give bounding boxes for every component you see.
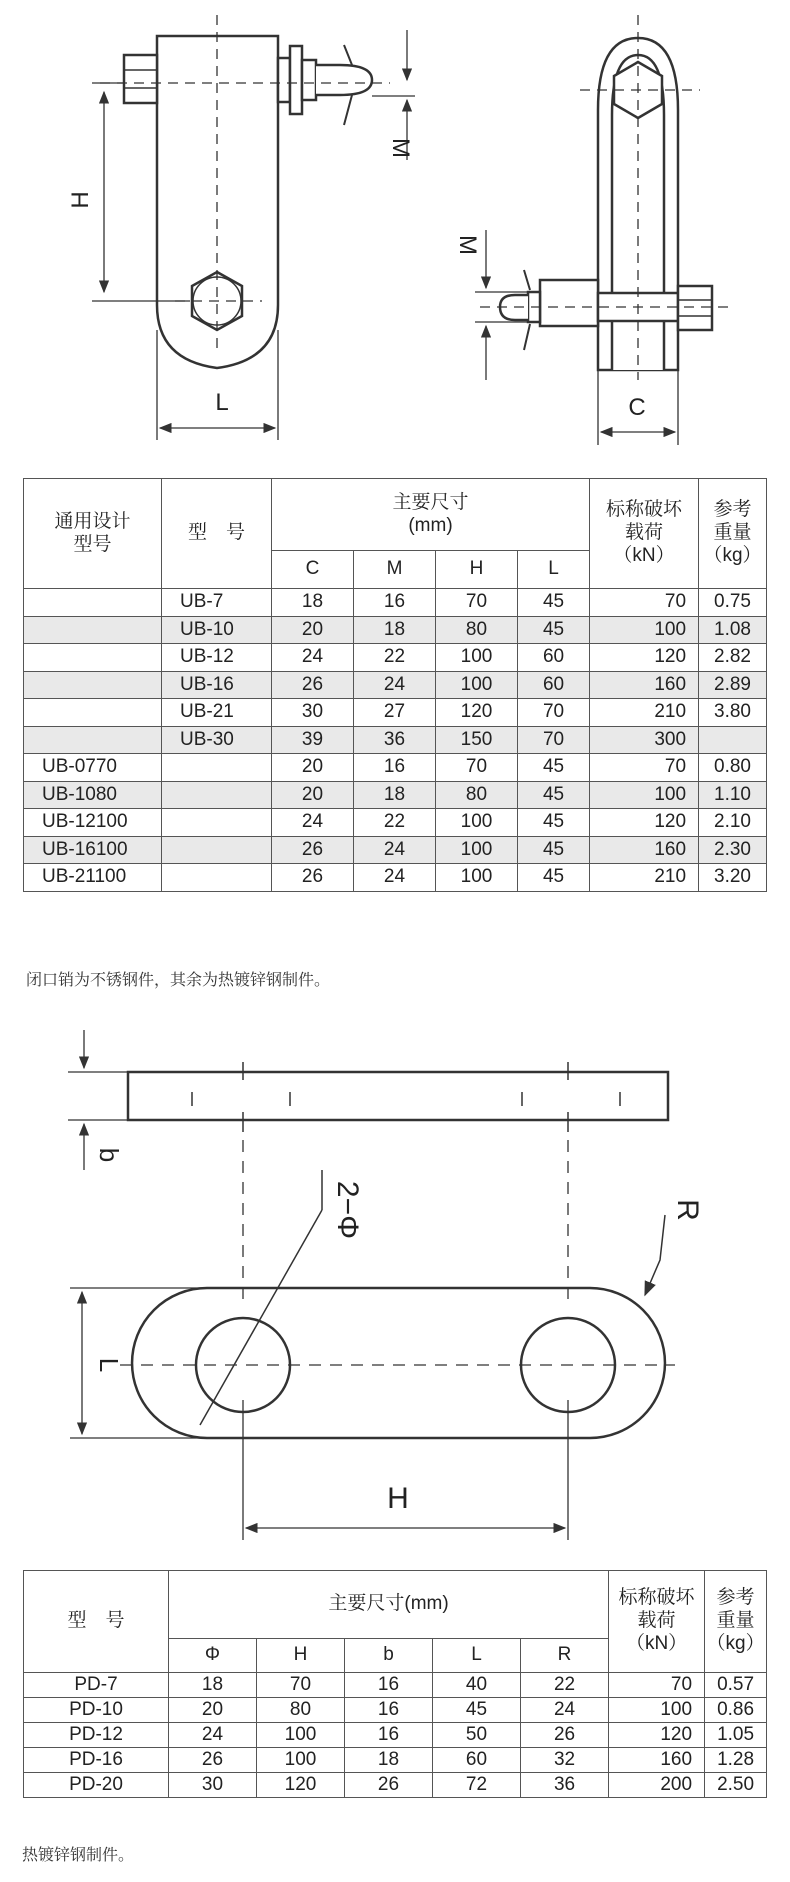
table-cell-c: 24 xyxy=(272,644,354,672)
table-cell-load: 70 xyxy=(590,754,699,782)
header-dim-M: M xyxy=(354,551,436,589)
table-cell-l: 45 xyxy=(518,754,590,782)
table-cell-r: 26 xyxy=(521,1723,609,1748)
table-row xyxy=(24,1698,767,1723)
table-cell-h: 100 xyxy=(436,671,518,699)
table-cell-m: 27 xyxy=(354,699,436,727)
ub-front-pin xyxy=(316,65,372,95)
table-row xyxy=(24,644,767,672)
ub-side-dim-C: C xyxy=(628,394,646,421)
table-cell-b: 26 xyxy=(345,1773,433,1798)
header-model: 型 号 xyxy=(24,1571,169,1673)
ub-front-nut xyxy=(290,46,302,114)
header-dim-phi: Φ xyxy=(169,1639,257,1673)
table-cell-general: UB-1080 xyxy=(24,781,162,809)
pd-top-plate xyxy=(128,1072,668,1120)
table-cell-h: 100 xyxy=(257,1748,345,1773)
table-row xyxy=(24,1673,767,1698)
table-cell-weight: 0.75 xyxy=(699,589,767,617)
table-cell-general xyxy=(24,671,162,699)
table-cell-weight: 1.28 xyxy=(705,1748,767,1773)
table-row xyxy=(24,1723,767,1748)
table-cell-weight: 0.86 xyxy=(705,1698,767,1723)
table-cell-b: 18 xyxy=(345,1748,433,1773)
table-cell-h: 80 xyxy=(436,616,518,644)
table-cell-model: UB-12 xyxy=(162,644,272,672)
table-cell-model: UB-16 xyxy=(162,671,272,699)
table-cell-load: 300 xyxy=(590,726,699,754)
pd-spec-table xyxy=(23,1570,767,1798)
table-cell-weight: 2.82 xyxy=(699,644,767,672)
header-general-model: 通用设计 型号 xyxy=(24,479,162,589)
table-cell-load: 120 xyxy=(609,1723,705,1748)
ub-front-dim-L: L xyxy=(215,389,229,416)
table-cell-l: 45 xyxy=(518,616,590,644)
table-row xyxy=(24,589,767,617)
table-cell-weight: 1.08 xyxy=(699,616,767,644)
header-weight: 参考 重量 （kg） xyxy=(699,479,767,589)
table-cell-phi: 26 xyxy=(169,1748,257,1773)
header-dim-R: R xyxy=(521,1639,609,1673)
table-cell-general: UB-21100 xyxy=(24,864,162,892)
table-cell-h: 70 xyxy=(257,1673,345,1698)
table-cell-model: PD-20 xyxy=(24,1773,169,1798)
table-cell-weight: 0.57 xyxy=(705,1673,767,1698)
table-cell-weight: 3.20 xyxy=(699,864,767,892)
table-cell-h: 70 xyxy=(436,589,518,617)
table-cell-m: 16 xyxy=(354,754,436,782)
table-cell-h: 100 xyxy=(436,809,518,837)
header-main-dims: 主要尺寸 (mm) xyxy=(272,479,590,551)
table-cell-l: 70 xyxy=(518,726,590,754)
table-cell-l: 40 xyxy=(433,1673,521,1698)
table-cell-h: 120 xyxy=(436,699,518,727)
table-cell-weight: 2.50 xyxy=(705,1773,767,1798)
table-cell-c: 26 xyxy=(272,864,354,892)
table-cell-l: 45 xyxy=(433,1698,521,1723)
table-cell-model: PD-7 xyxy=(24,1673,169,1698)
ub-side-dim-M: M xyxy=(454,235,481,255)
table-cell-phi: 20 xyxy=(169,1698,257,1723)
pd-table-note: 热镀锌钢制件。 xyxy=(22,1847,135,1864)
pd-top-dim-b: b xyxy=(94,1147,124,1163)
table-cell-load: 70 xyxy=(609,1673,705,1698)
ub-side-dim-M-top: M xyxy=(387,138,414,158)
table-row xyxy=(24,809,767,837)
table-cell-l: 70 xyxy=(518,699,590,727)
header-model: 型 号 xyxy=(162,479,272,589)
table-cell-l: 45 xyxy=(518,589,590,617)
table-cell-model xyxy=(162,781,272,809)
table-cell-b: 16 xyxy=(345,1723,433,1748)
table-cell-r: 36 xyxy=(521,1773,609,1798)
table-cell-m: 16 xyxy=(354,589,436,617)
table-cell-r: 24 xyxy=(521,1698,609,1723)
table-cell-general xyxy=(24,589,162,617)
table-cell-h: 100 xyxy=(436,864,518,892)
table-cell-l: 60 xyxy=(518,671,590,699)
table-cell-load: 70 xyxy=(590,589,699,617)
pd-plan-dim-H: H xyxy=(387,1482,409,1515)
header-dim-H: H xyxy=(436,551,518,589)
table-cell-phi: 30 xyxy=(169,1773,257,1798)
ub-drawings xyxy=(0,0,790,460)
table-cell-weight: 3.80 xyxy=(699,699,767,727)
ub-side-bolt-head xyxy=(678,286,712,330)
table-cell-load: 120 xyxy=(590,809,699,837)
table-cell-m: 24 xyxy=(354,671,436,699)
table-row xyxy=(24,836,767,864)
table-cell-c: 24 xyxy=(272,809,354,837)
table-row xyxy=(24,781,767,809)
table-cell-m: 18 xyxy=(354,616,436,644)
table-row xyxy=(24,754,767,782)
table-cell-c: 20 xyxy=(272,754,354,782)
table-cell-c: 26 xyxy=(272,836,354,864)
table-cell-h: 100 xyxy=(436,644,518,672)
header-dim-L: L xyxy=(518,551,590,589)
header-dim-C: C xyxy=(272,551,354,589)
table-cell-general xyxy=(24,616,162,644)
table-cell-weight: 1.10 xyxy=(699,781,767,809)
table-cell-l: 50 xyxy=(433,1723,521,1748)
pd-plan-dim-L: L xyxy=(94,1357,124,1373)
table-cell-c: 39 xyxy=(272,726,354,754)
table-cell-model: PD-12 xyxy=(24,1723,169,1748)
table-cell-load: 160 xyxy=(590,671,699,699)
table-row xyxy=(24,616,767,644)
table-cell-weight: 1.05 xyxy=(705,1723,767,1748)
table-cell-general: UB-16100 xyxy=(24,836,162,864)
table-cell-h: 100 xyxy=(436,836,518,864)
table-row xyxy=(24,671,767,699)
header-dim-L: L xyxy=(433,1639,521,1673)
table-cell-load: 100 xyxy=(590,616,699,644)
table-cell-c: 20 xyxy=(272,616,354,644)
header-dim-H: H xyxy=(257,1639,345,1673)
table-cell-model: UB-10 xyxy=(162,616,272,644)
table-cell-l: 60 xyxy=(518,644,590,672)
table-row xyxy=(24,726,767,754)
table-cell-general: UB-12100 xyxy=(24,809,162,837)
table-row xyxy=(24,864,767,892)
table-cell-b: 16 xyxy=(345,1698,433,1723)
header-rated-load: 标称破坏 载荷 （kN） xyxy=(590,479,699,589)
table-cell-h: 150 xyxy=(436,726,518,754)
table-cell-h: 70 xyxy=(436,754,518,782)
table-cell-m: 22 xyxy=(354,644,436,672)
table-cell-c: 26 xyxy=(272,671,354,699)
table-cell-h: 100 xyxy=(257,1723,345,1748)
table-cell-model xyxy=(162,809,272,837)
table-cell-l: 60 xyxy=(433,1748,521,1773)
table-cell-model: PD-10 xyxy=(24,1698,169,1723)
header-dim-b: b xyxy=(345,1639,433,1673)
table-cell-weight: 0.80 xyxy=(699,754,767,782)
table-cell-r: 32 xyxy=(521,1748,609,1773)
table-row xyxy=(24,699,767,727)
pd-drawings xyxy=(0,1020,790,1580)
table-cell-load: 120 xyxy=(590,644,699,672)
table-cell-general xyxy=(24,644,162,672)
table-cell-weight: 2.89 xyxy=(699,671,767,699)
table-cell-l: 45 xyxy=(518,836,590,864)
table-cell-general xyxy=(24,699,162,727)
table-cell-load: 210 xyxy=(590,699,699,727)
header-weight: 参考 重量 （kg） xyxy=(705,1571,767,1673)
table-cell-load: 200 xyxy=(609,1773,705,1798)
table-cell-m: 22 xyxy=(354,809,436,837)
table-cell-general: UB-0770 xyxy=(24,754,162,782)
table-cell-h: 80 xyxy=(436,781,518,809)
table-cell-phi: 24 xyxy=(169,1723,257,1748)
table-cell-m: 36 xyxy=(354,726,436,754)
table-cell-model xyxy=(162,754,272,782)
table-cell-load: 100 xyxy=(590,781,699,809)
table-cell-l: 45 xyxy=(518,809,590,837)
table-cell-model: PD-16 xyxy=(24,1748,169,1773)
table-row xyxy=(24,1773,767,1798)
ub-spec-table xyxy=(23,478,767,892)
table-cell-phi: 18 xyxy=(169,1673,257,1698)
table-cell-model: UB-30 xyxy=(162,726,272,754)
table-cell-model: UB-7 xyxy=(162,589,272,617)
table-cell-l: 45 xyxy=(518,781,590,809)
table-cell-load: 160 xyxy=(609,1748,705,1773)
table-cell-weight: 2.30 xyxy=(699,836,767,864)
table-cell-m: 24 xyxy=(354,864,436,892)
table-cell-m: 24 xyxy=(354,836,436,864)
table-cell-load: 100 xyxy=(609,1698,705,1723)
header-main-dims: 主要尺寸(mm) xyxy=(169,1571,609,1639)
table-cell-c: 30 xyxy=(272,699,354,727)
table-cell-m: 18 xyxy=(354,781,436,809)
header-rated-load: 标称破坏 载荷 （kN） xyxy=(609,1571,705,1673)
table-cell-load: 160 xyxy=(590,836,699,864)
table-cell-h: 120 xyxy=(257,1773,345,1798)
ub-front-bolt-head xyxy=(124,55,157,103)
table-cell-load: 210 xyxy=(590,864,699,892)
table-cell-general xyxy=(24,726,162,754)
pd-plan-dim-phi: 2−Φ xyxy=(331,1180,364,1240)
table-cell-model xyxy=(162,836,272,864)
table-cell-weight xyxy=(699,726,767,754)
table-row xyxy=(24,1748,767,1773)
table-cell-b: 16 xyxy=(345,1673,433,1698)
table-cell-c: 18 xyxy=(272,589,354,617)
pd-plan-dim-R: R xyxy=(671,1199,704,1221)
table-cell-l: 45 xyxy=(518,864,590,892)
table-cell-c: 20 xyxy=(272,781,354,809)
table-cell-r: 22 xyxy=(521,1673,609,1698)
table-cell-h: 80 xyxy=(257,1698,345,1723)
table-cell-model: UB-21 xyxy=(162,699,272,727)
table-cell-weight: 2.10 xyxy=(699,809,767,837)
ub-table-note: 闭口销为不锈钢件，其余为热镀锌钢制件。 xyxy=(26,972,331,989)
ub-front-dim-H: H xyxy=(67,191,94,209)
table-cell-l: 72 xyxy=(433,1773,521,1798)
table-cell-model xyxy=(162,864,272,892)
